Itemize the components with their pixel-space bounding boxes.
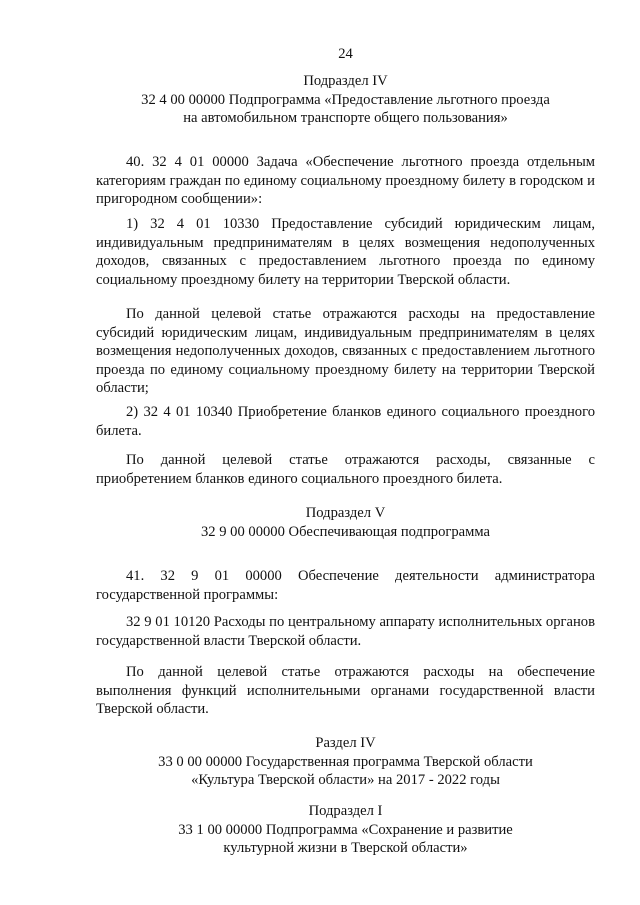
page-number: 24 xyxy=(338,46,353,62)
paragraph-task-41: 41. 32 9 01 00000 Обеспечение деятельности администратора государственной программы: xyxy=(96,568,595,603)
heading-line: Подраздел IV xyxy=(303,73,388,89)
heading-line: 33 0 00 00000 Государственная программа Тверской области xyxy=(158,753,533,770)
subsection-iv-heading xyxy=(96,72,595,128)
heading-line: 33 1 00 00000 Подпрограмма «Сохранение и развитие xyxy=(178,821,513,838)
paragraph-explanation-10340: По данной целевой статье отражаются расходы, связанные с приобретением бланков единого социального проездного билета. xyxy=(96,452,595,487)
paragraph-item-10120: 32 9 01 10120 Расходы по центральному аппарату исполнительных органов государственной власти Тверской области. xyxy=(96,614,595,649)
heading-line: Раздел IV xyxy=(315,735,376,751)
paragraph-item-10340: 2) 32 4 01 10340 Приобретение бланков единого социального проездного билета. xyxy=(96,404,595,439)
section-iv-heading xyxy=(96,734,595,790)
heading-line: культурной жизни в Тверской области» xyxy=(223,840,468,856)
paragraph-item-10330: 1) 32 4 01 10330 Предоставление субсидий юридическим лицам, индивидуальным предпринимателям в целях возмещения недополученных доходов, связанных с предоставлением льготного проезда по единому социальному проездному билету на территории Тверской области. xyxy=(96,216,595,288)
heading-line: Подраздел I xyxy=(308,803,383,819)
heading-line: на автомобильном транспорте общего пользования» xyxy=(183,110,508,126)
paragraph-explanation-10330: По данной целевой статье отражаются расходы на предоставление субсидий юридическим лицам, индивидуальным предпринимателям в целях возмещения недополученных доходов, связанных с предоставлением льготного проезда по единому социальному проездному билету на территории Тверской области; xyxy=(96,306,595,396)
heading-line: «Культура Тверской области» на 2017 - 2022 годы xyxy=(191,772,500,788)
subsection-i-heading xyxy=(96,802,595,858)
subsection-v-heading xyxy=(96,504,595,541)
heading-line: 32 4 00 00000 Подпрограмма «Предоставление льготного проезда xyxy=(141,91,550,108)
heading-line: 32 9 00 00000 Обеспечивающая подпрограмма xyxy=(200,523,490,540)
paragraph-explanation-10120: По данной целевой статье отражаются расходы на обеспечение выполнения функций исполнительными органами государственной власти Тверской области. xyxy=(96,664,595,717)
paragraph-task-40: 40. 32 4 01 00000 Задача «Обеспечение льготного проезда отдельным категориям граждан по единому социальному проездному билету в городском и пригородном сообщении»: xyxy=(96,154,595,207)
heading-line: Подраздел V xyxy=(305,505,386,521)
